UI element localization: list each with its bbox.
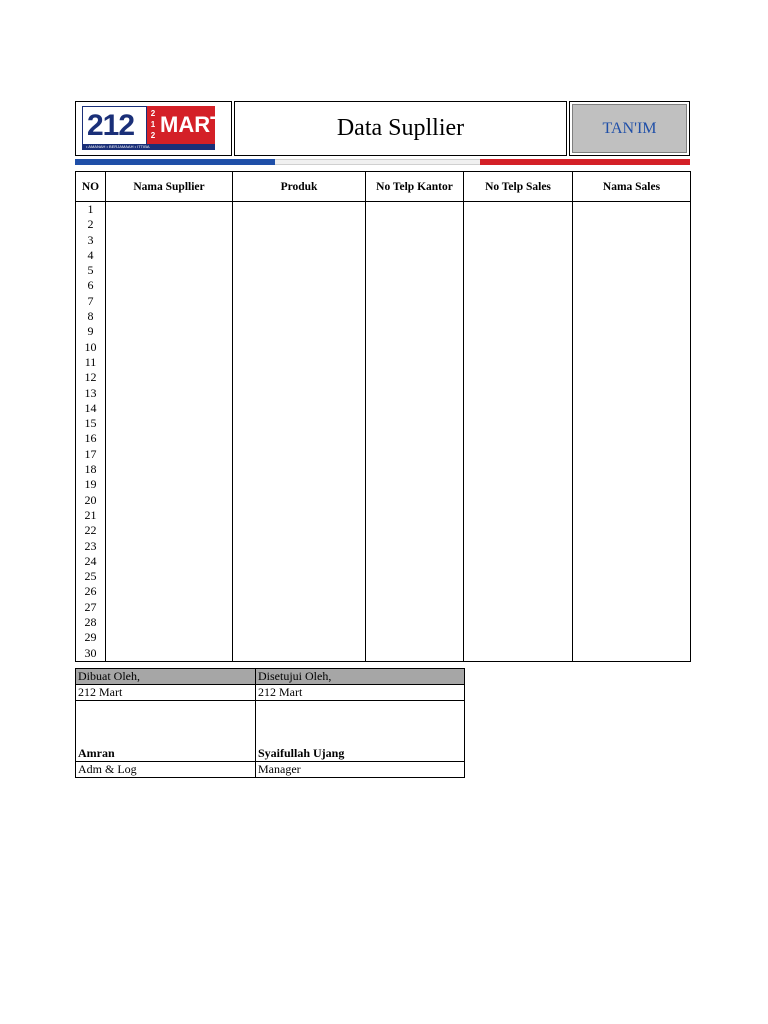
approved-by-name: Syaifullah Ujang xyxy=(256,701,465,762)
row-number: 4 xyxy=(87,247,94,262)
row-number: 3 xyxy=(87,232,94,247)
column-header-no-telp-sales: No Telp Sales xyxy=(464,172,573,202)
brand-logo xyxy=(82,106,224,150)
logo-brand-text: MART xyxy=(160,112,224,137)
signature-table xyxy=(75,668,465,778)
row-number: 20 xyxy=(84,492,97,507)
column-header-nama-supllier: Nama Supllier xyxy=(106,172,233,202)
no-telp-kantor-cell[interactable] xyxy=(366,202,464,662)
row-number: 26 xyxy=(84,584,97,599)
signature-header-row xyxy=(76,669,465,685)
row-number: 29 xyxy=(84,630,97,645)
row-number: 14 xyxy=(84,400,97,415)
made-by-label: Dibuat Oleh, xyxy=(76,669,256,685)
page-title: Data Supllier xyxy=(336,115,465,141)
logo-tagline: • AMANAH • BERJAMAAH • ITTIBA xyxy=(86,144,150,149)
column-header-no-telp-kantor: No Telp Kantor xyxy=(366,172,464,202)
signature-org-row xyxy=(76,685,465,701)
row-number: 27 xyxy=(84,599,97,614)
supplier-table xyxy=(75,171,691,662)
row-number: 10 xyxy=(84,339,97,354)
row-number: 5 xyxy=(87,263,94,278)
nama-supllier-cell[interactable] xyxy=(106,202,233,662)
row-number: 6 xyxy=(87,278,94,293)
row-number: 18 xyxy=(84,462,97,477)
row-number: 21 xyxy=(84,507,97,522)
made-by-role: Adm & Log xyxy=(76,762,256,778)
signature-role-row xyxy=(76,762,465,778)
logo-number: 212 xyxy=(87,109,135,142)
badge-label: TAN'IM xyxy=(602,119,657,137)
produk-cell[interactable] xyxy=(233,202,366,662)
row-number-list xyxy=(76,202,105,661)
badge-box xyxy=(569,101,690,156)
no-column-cell xyxy=(76,202,106,662)
row-number: 16 xyxy=(84,431,97,446)
logo-box xyxy=(75,101,232,156)
column-header-produk: Produk xyxy=(233,172,366,202)
column-header-no: NO xyxy=(76,172,106,202)
tanim-badge xyxy=(572,104,687,153)
row-number: 17 xyxy=(84,446,97,461)
signature-name-row xyxy=(76,701,465,762)
table-header-row xyxy=(76,172,691,202)
divider-stripe xyxy=(75,159,690,165)
approved-by-label: Disetujui Oleh, xyxy=(256,669,465,685)
row-number: 30 xyxy=(84,645,97,660)
row-number: 15 xyxy=(84,416,97,431)
no-telp-sales-cell[interactable] xyxy=(464,202,573,662)
approved-by-org: 212 Mart xyxy=(256,685,465,701)
row-number: 8 xyxy=(87,309,94,324)
logo-vertical-number: 2 1 2 xyxy=(150,109,156,140)
row-number: 23 xyxy=(84,538,97,553)
row-number: 11 xyxy=(84,354,97,369)
row-number: 25 xyxy=(84,569,97,584)
made-by-name: Amran xyxy=(76,701,256,762)
row-number: 1 xyxy=(87,202,94,216)
row-number: 24 xyxy=(84,553,97,568)
row-number: 7 xyxy=(87,293,94,308)
row-number: 19 xyxy=(84,477,97,492)
row-number: 13 xyxy=(84,385,97,400)
column-header-nama-sales: Nama Sales xyxy=(573,172,691,202)
row-number: 9 xyxy=(87,324,94,339)
table-body-row xyxy=(76,202,691,662)
made-by-org: 212 Mart xyxy=(76,685,256,701)
approved-by-role: Manager xyxy=(256,762,465,778)
row-number: 2 xyxy=(87,217,94,232)
row-number: 28 xyxy=(84,615,97,630)
row-number: 22 xyxy=(84,523,97,538)
row-number: 12 xyxy=(84,370,97,385)
nama-sales-cell[interactable] xyxy=(573,202,691,662)
page-title-box xyxy=(234,101,567,156)
